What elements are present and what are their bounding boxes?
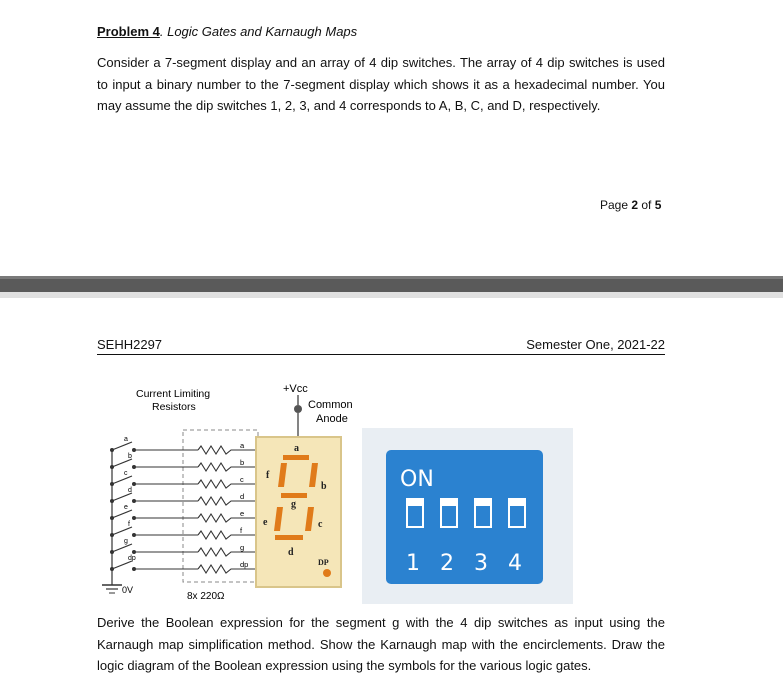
ground-label: 0V <box>122 585 134 595</box>
switch-label: f <box>128 521 130 528</box>
problem-description: Consider a 7-segment display and an array of 4 dip switches. The array of 4 dip switches is used to input a binary number to the 7-segment display which shows it as a hexadecimal number. You may assume the dip switches 1, 2, 3, and 4 corresponds to A, B, C, and D, respectively. <box>97 55 665 113</box>
segment-d <box>275 535 303 540</box>
page-gap <box>0 292 783 298</box>
problem-title <box>97 24 357 39</box>
resistor-label: b <box>240 458 245 467</box>
semester-label: Semester One, 2021-22 <box>526 337 665 352</box>
page-header <box>97 337 665 355</box>
resistors-label-1: Current Limiting <box>136 388 211 400</box>
switch-label: c <box>124 470 128 477</box>
seg-label-a: a <box>294 443 299 454</box>
dip-on-label: ON <box>400 467 434 492</box>
anode-label: Anode <box>316 413 348 425</box>
switch-label: e <box>124 504 128 511</box>
seg-label-d: d <box>288 547 294 558</box>
resistor <box>198 531 256 539</box>
dip-number-3: 3 <box>474 551 488 576</box>
seg-label-b: b <box>321 481 327 492</box>
switch-label: a <box>124 436 128 443</box>
switch-label: b <box>128 453 132 460</box>
resistor-label: c <box>240 475 244 484</box>
dip-switch-photo <box>362 428 573 604</box>
common-anode-node <box>294 405 302 413</box>
switch-label: g <box>124 538 128 545</box>
segment-dp <box>323 569 331 577</box>
dip-number-4: 4 <box>508 551 522 576</box>
resistor <box>198 497 256 505</box>
page-total: 5 <box>654 198 662 212</box>
resistor-label: e <box>240 509 245 518</box>
vcc-label: +Vcc <box>283 383 308 395</box>
resistor-label: d <box>240 492 245 501</box>
resistor <box>198 463 256 471</box>
seven-segment-circuit <box>90 375 370 610</box>
resistor-value: 8x 220Ω <box>187 591 225 602</box>
resistor <box>198 480 256 488</box>
dip-number-2: 2 <box>440 551 454 576</box>
segment-a <box>283 455 309 460</box>
seg-label-f: f <box>266 470 270 481</box>
resistor-label: dp <box>240 560 249 569</box>
switch-label: d <box>128 487 132 494</box>
common-label: Common <box>308 399 353 411</box>
resistor-label: g <box>240 543 245 552</box>
dip-number-1: 1 <box>406 551 420 576</box>
resistor <box>198 514 256 522</box>
problem-label: Problem 4 <box>97 24 160 39</box>
problem-title-text: . Logic Gates and Karnaugh Maps <box>159 24 358 39</box>
seg-label-e: e <box>263 517 268 528</box>
seg-label-g: g <box>291 499 296 510</box>
seg-label-c: c <box>318 519 323 530</box>
seg-label-dp: DP <box>318 558 329 567</box>
task-description: Derive the Boolean expression for the segment g with the 4 dip switches as input using the Karnaugh map simplification method. Show the Karnaugh map with the encirclements. Draw the logic diagram of the Boolean expression using the symbols for the various logic gates. <box>97 615 665 673</box>
page-divider <box>0 276 783 292</box>
resistor <box>198 446 256 454</box>
segment-g <box>281 493 307 498</box>
switch-label: dp <box>128 555 136 562</box>
page-current: 2 <box>631 198 639 212</box>
course-code: SEHH2297 <box>97 337 163 352</box>
page-number: Page 2 of 5 <box>600 198 662 212</box>
resistors-label-2: Resistors <box>152 401 196 413</box>
resistor-label: f <box>240 526 243 535</box>
resistor-label: a <box>240 441 245 450</box>
resistor <box>198 548 256 556</box>
